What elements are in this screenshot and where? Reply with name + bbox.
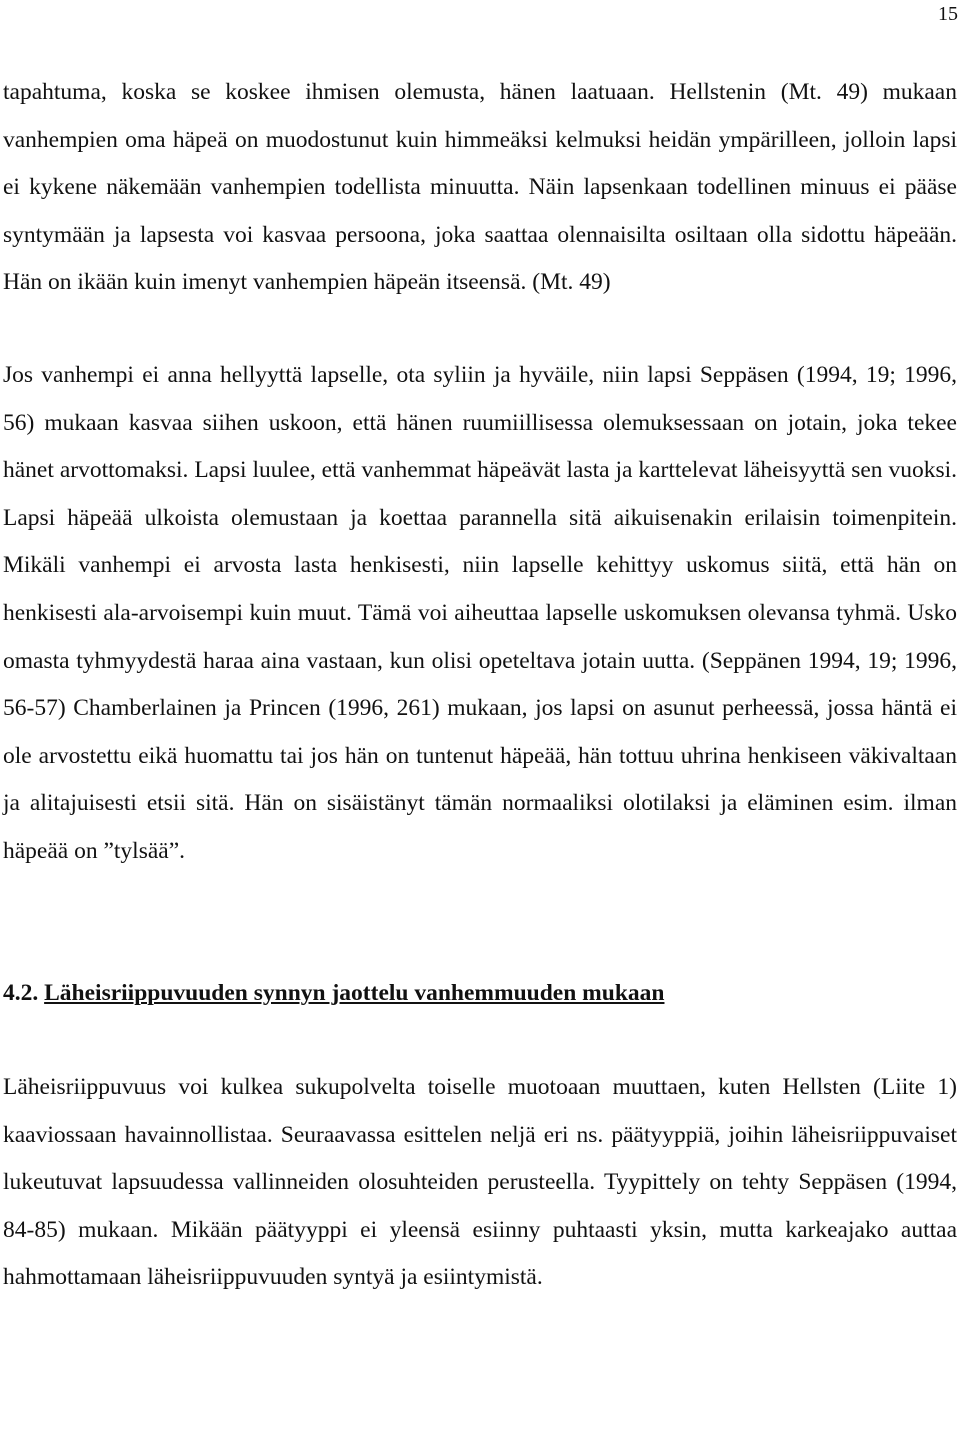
body-paragraph-3: Läheisriippuvuus voi kulkea sukupolvelta toiselle muotoaan muuttaen, kuten Hellsten (Liite 1) kaaviossaan havainnollistaa. Seuraavassa esittelen neljä eri ns. päätyyppiä, joihin läheisriippuvaiset lukeutuvat lapsuudessa vallinneiden olosuhteiden perusteella. Tyypittely on tehty Seppäsen (1994, 84-85) mukaan. Mikään päätyyppi ei yleensä esiinny puhtaasti yksin, mutta karkeajako auttaa hahmottamaan läheisriippuvuuden syntyä ja esiintymistä. [3, 1074, 957, 1291]
document-body [3, 69, 957, 1302]
body-paragraph-1: tapahtuma, koska se koskee ihmisen olemusta, hänen laatuaan. Hellstenin (Mt. 49) mukaan vanhempien oma häpeä on muodostunut kuin himmeäksi kelmuksi heidän ympärilleen, jolloin lapsi ei kykene näkemään vanhempien todellista minuutta. Näin lapsenkaan todellinen minuus ei pääse syntymään ja lapsesta voi kasvaa persoona, joka saattaa olennaisilta osiltaan olla sidottu häpeään. Hän on ikään kuin imenyt vanhempien häpeän itseensä. (Mt. 49) [3, 79, 957, 296]
section-number: 4.2. [3, 979, 39, 1006]
body-paragraph-2: Jos vanhempi ei anna hellyyttä lapselle, ota syliin ja hyväile, niin lapsi Seppäsen (1994, 19; 1996, 56) mukaan kasvaa siihen uskoon, että hänen ruumiillisessa olemuksessaan on jotain, joka tekee hänet arvottomaksi. Lapsi luulee, että vanhemmat häpeävät lasta ja karttelevat läheisyyttä sen vuoksi. Lapsi häpeää ulkoista olemustaan ja koettaa parannella sitä aikuisenakin erilaisin toimenpitein. Mikäli vanhempi ei arvosta lasta henkisesti, niin lapselle kehittyy uskomus siitä, että hän on henkisesti ala-arvoisempi kuin muut. Tämä voi aiheuttaa lapselle uskomuksen olevansa tyhmä. Usko omasta tyhmyydestä haraa aina vastaan, kun olisi opeteltava jotain uutta. (Seppänen 1994, 19; 1996, 56-57) Chamberlainen ja Princen (1996, 261) mukaan, jos lapsi on asunut perheessä, jossa häntä ei ole arvostettu eikä huomattu tai jos hän on tuntenut häpeää, hän tottuu uhrina henkiseen väkivaltaan ja alitajuisesti etsii sitä. Hän on sisäistänyt tämän normaaliksi olotilaksi ja eläminen esim. ilman häpeää on ”tylsää”. [3, 361, 957, 864]
section-title: Läheisriippuvuuden synnyn jaottelu vanhemmuuden mukaan [44, 979, 665, 1006]
section-heading [3, 970, 957, 1018]
page-number: 15 [938, 3, 958, 25]
